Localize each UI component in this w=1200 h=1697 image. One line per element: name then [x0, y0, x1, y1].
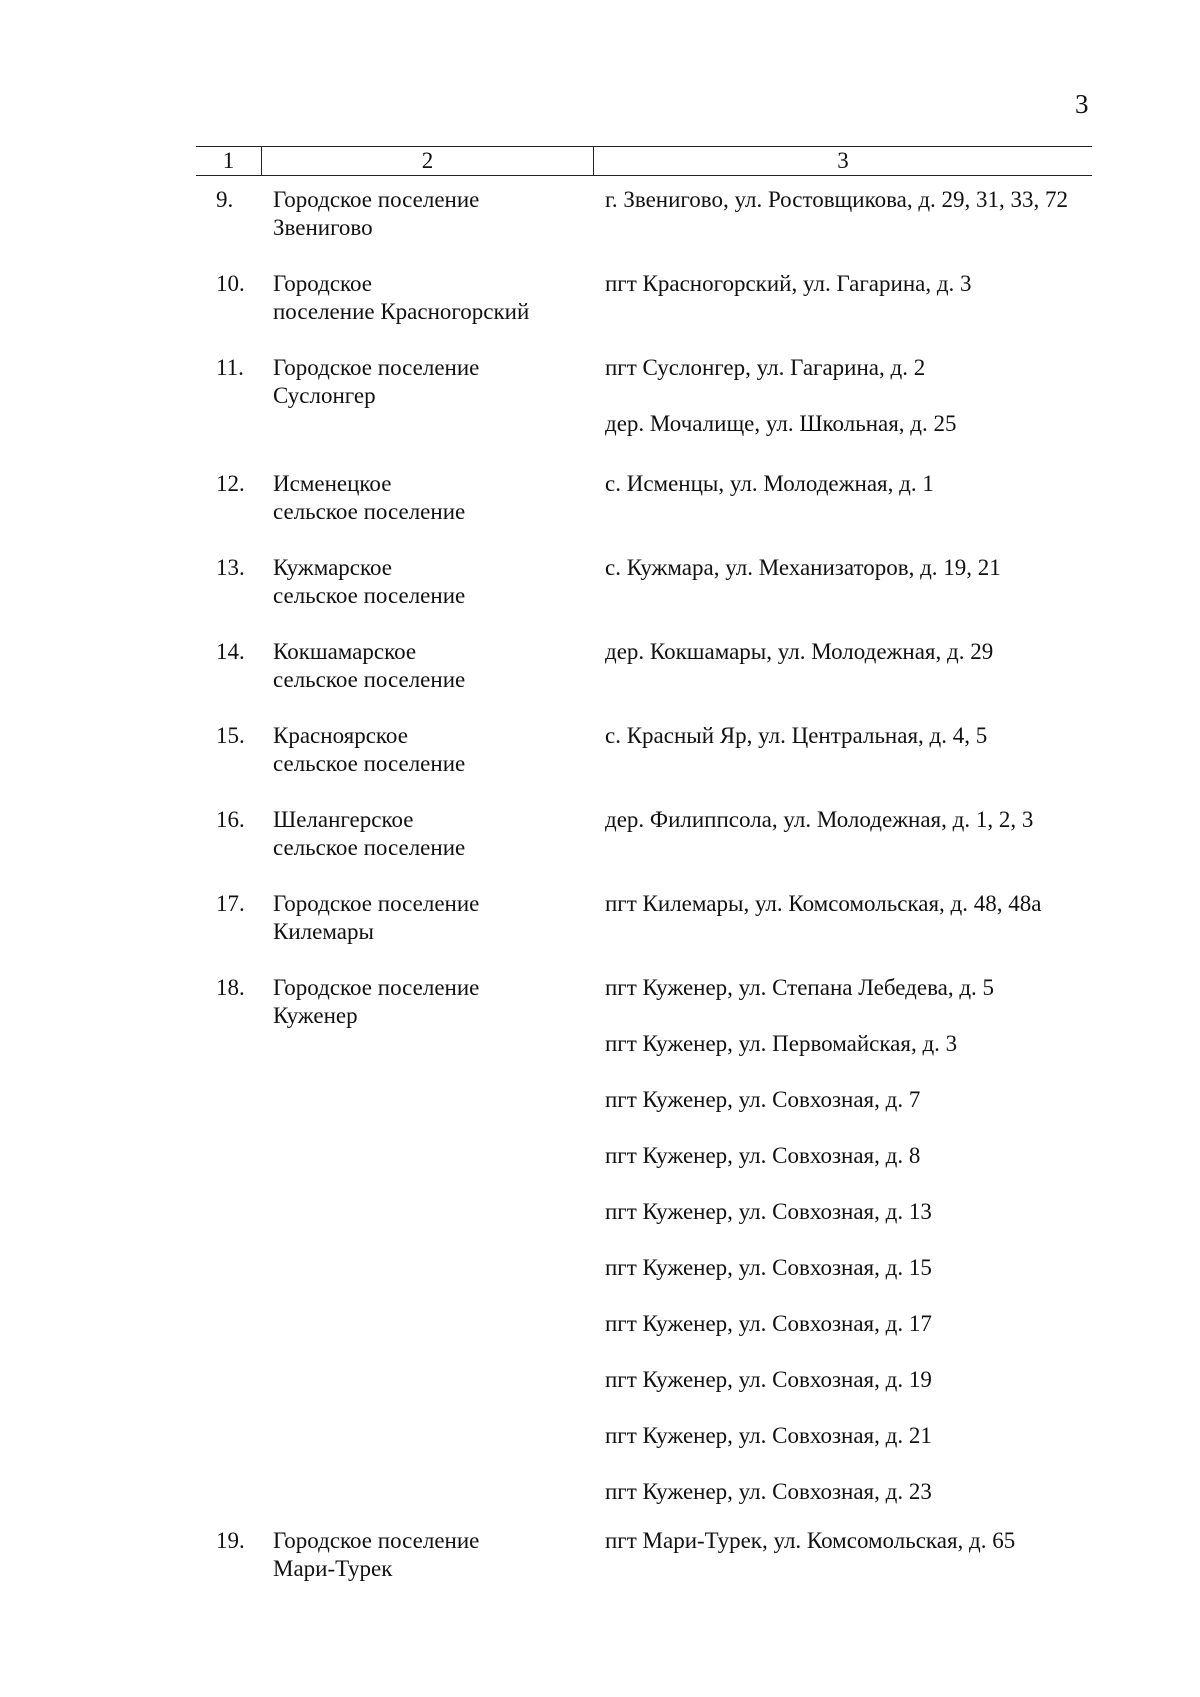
row-number: 14. [216, 639, 245, 664]
address-list [605, 974, 1095, 1534]
address-item: пгт Куженер, ул. Совхозная, д. 17 [605, 1311, 932, 1336]
row-number: 9. [216, 187, 234, 212]
header-col-3: 3 [837, 148, 849, 173]
address-item: пгт Куженер, ул. Совхозная, д. 21 [605, 1423, 932, 1448]
settlement-name: Городское поселение Килемары [273, 891, 480, 944]
address-item: пгт Куженер, ул. Совхозная, д. 7 [605, 1087, 921, 1112]
row-number: 17. [216, 891, 245, 916]
address-list [605, 890, 1095, 946]
address-item: с. Кужмара, ул. Механизаторов, д. 19, 21 [605, 555, 1001, 580]
settlement-name: Городское поселение Суслонгер [273, 355, 480, 408]
header-col-1: 1 [196, 147, 262, 175]
address-item: г. Звенигово, ул. Ростовщикова, д. 29, 31, 33, 72 [605, 187, 1069, 212]
row-number: 12. [216, 471, 245, 496]
address-item: пгт Красногорский, ул. Гагарина, д. 3 [605, 271, 972, 296]
settlement-name: Шелангерское сельское поселение [273, 807, 466, 860]
row-number: 19. [216, 1528, 245, 1553]
address-list [605, 1527, 1095, 1583]
row-number: 10. [216, 271, 245, 296]
row-number: 15. [216, 723, 245, 748]
row-number: 16. [216, 807, 245, 832]
settlement-name: Городское поселение Красногорский [273, 271, 530, 324]
row-number: 11. [216, 355, 244, 380]
header-col-2: 2 [262, 147, 594, 175]
address-item: пгт Куженер, ул. Степана Лебедева, д. 5 [605, 975, 995, 1000]
row-number: 18. [216, 975, 245, 1000]
address-item: с. Исменцы, ул. Молодежная, д. 1 [605, 471, 934, 496]
address-list [605, 186, 1095, 242]
address-item: с. Красный Яр, ул. Центральная, д. 4, 5 [605, 723, 988, 748]
settlement-name: Красноярское сельское поселение [273, 723, 466, 776]
address-item: пгт Куженер, ул. Совхозная, д. 15 [605, 1255, 932, 1280]
address-item: пгт Килемары, ул. Комсомольская, д. 48, 48а [605, 891, 1042, 916]
settlement-name: Городское поселение Звенигово [273, 187, 480, 240]
address-item: пгт Куженер, ул. Совхозная, д. 23 [605, 1479, 932, 1504]
address-list [605, 554, 1095, 610]
address-item: дер. Кокшамары, ул. Молодежная, д. 29 [605, 639, 994, 664]
address-list [605, 470, 1095, 526]
address-list [605, 354, 1095, 466]
settlement-name: Городское поселение Куженер [273, 975, 480, 1028]
address-item: дер. Филиппсола, ул. Молодежная, д. 1, 2, 3 [605, 807, 1034, 832]
address-list [605, 722, 1095, 778]
address-item: пгт Куженер, ул. Первомайская, д. 3 [605, 1031, 958, 1056]
address-item: дер. Мочалище, ул. Школьная, д. 25 [605, 411, 957, 436]
row-number: 13. [216, 555, 245, 580]
address-item: пгт Мари-Турек, ул. Комсомольская, д. 65 [605, 1528, 1016, 1553]
settlement-name: Кужмарское сельское поселение [273, 555, 466, 608]
address-item: пгт Суслонгер, ул. Гагарина, д. 2 [605, 355, 926, 380]
page-number: 3 [1075, 89, 1089, 119]
address-item: пгт Куженер, ул. Совхозная, д. 8 [605, 1143, 921, 1168]
settlement-name: Городское поселение Мари-Турек [273, 1528, 480, 1581]
address-list [605, 270, 1095, 326]
address-list [605, 806, 1095, 862]
address-item: пгт Куженер, ул. Совхозная, д. 19 [605, 1367, 932, 1392]
address-item: пгт Куженер, ул. Совхозная, д. 13 [605, 1199, 932, 1224]
settlement-name: Исменецкое сельское поселение [273, 471, 466, 524]
settlement-name: Кокшамарское сельское поселение [273, 639, 466, 692]
address-list [605, 638, 1095, 694]
